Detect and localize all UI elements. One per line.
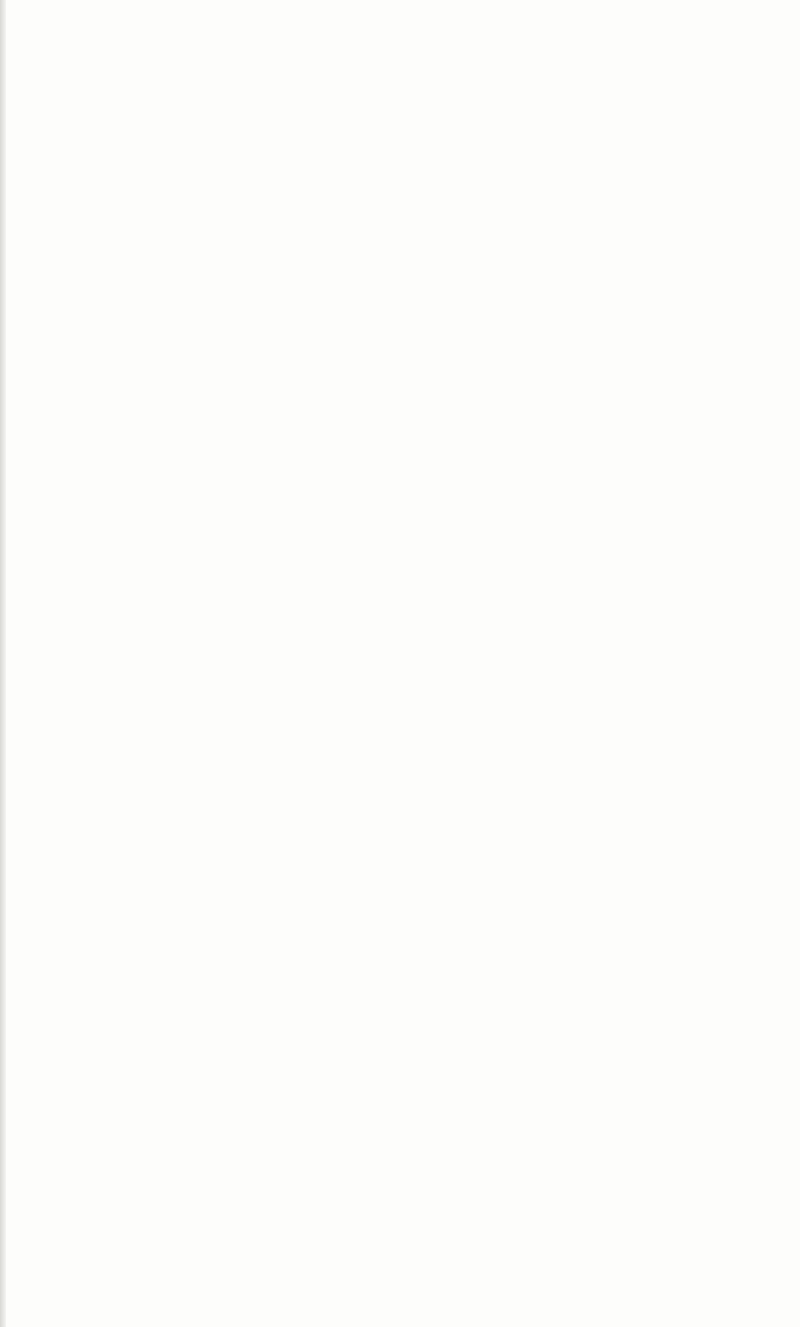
page-edge: [0, 0, 6, 1327]
